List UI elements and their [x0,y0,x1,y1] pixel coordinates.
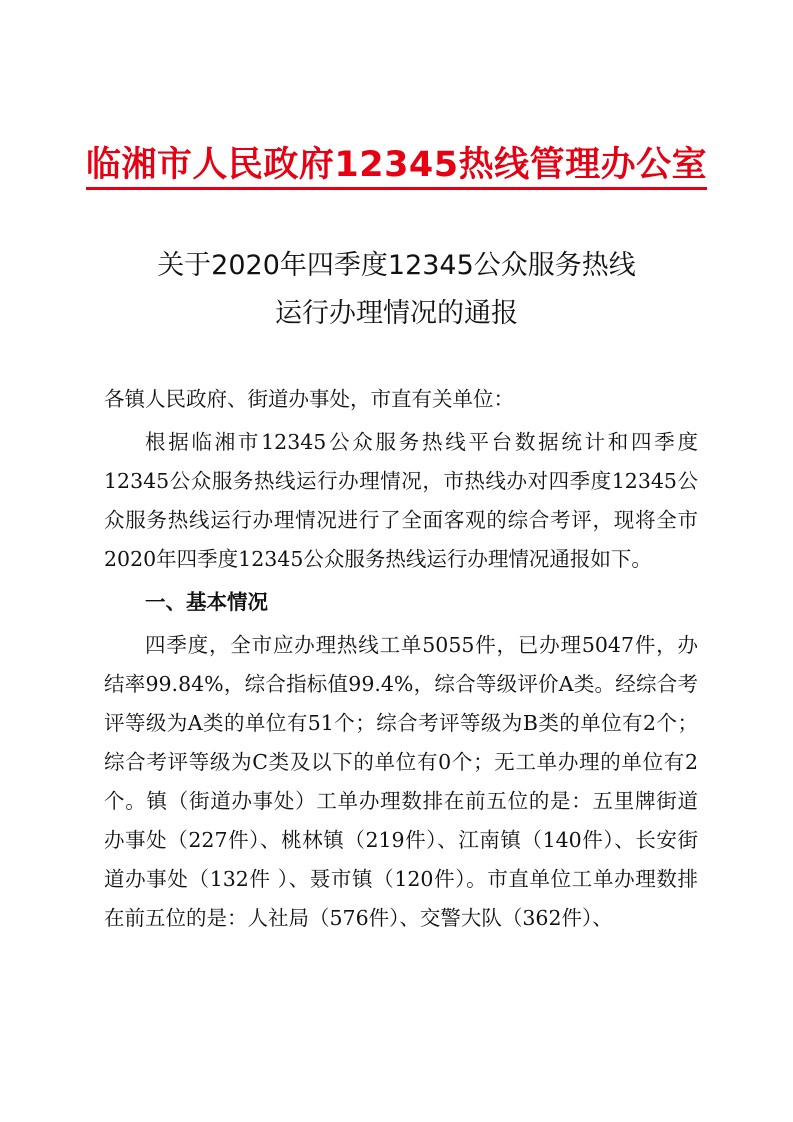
issuer-header [0,142,793,190]
salutation: 各镇人民政府、街道办事处，市直有关单位： [104,387,514,411]
intro-paragraph: 根据临湘市12345公众服务热线平台数据统计和四季度12345公众服务热线运行办理情况，市热线办对四季度12345公众服务热线运行办理情况进行了全面客观的综合考评，现将全市2020年四季度12345公众服务热线运行办理情况通报如下。 [104,430,698,571]
document-body [104,380,698,942]
issuer-header-text: 临湘市人民政府12345热线管理办公室 [86,143,707,190]
section-1-heading: 一、基本情况 [145,590,268,614]
document-title [0,242,793,338]
document-title-line-2: 运行办理情况的通报 [275,298,518,329]
section-1-paragraph: 四季度，全市应办理热线工单5055件，已办理5047件，办结率99.84%，综合指标值99.4%，综合等级评价A类。经综合考评等级为A类的单位有51个；综合考评等级为B类的单位有2个；综合考评等级为C类及以下的单位有0个；无工单办理的单位有2个。镇（街道办事处）工单办理数排在前五位的是：五里牌街道办事处（227件）、桃林镇（219件）、江南镇（140件）、长安街道办事处（132件 ）、聂市镇（120件）。市直单位工单办理数排在前五位的是：人社局（576件）、交警大队（362件）、 [104,633,698,930]
document-title-line-1: 关于2020年四季度12345公众服务热线 [157,250,636,281]
